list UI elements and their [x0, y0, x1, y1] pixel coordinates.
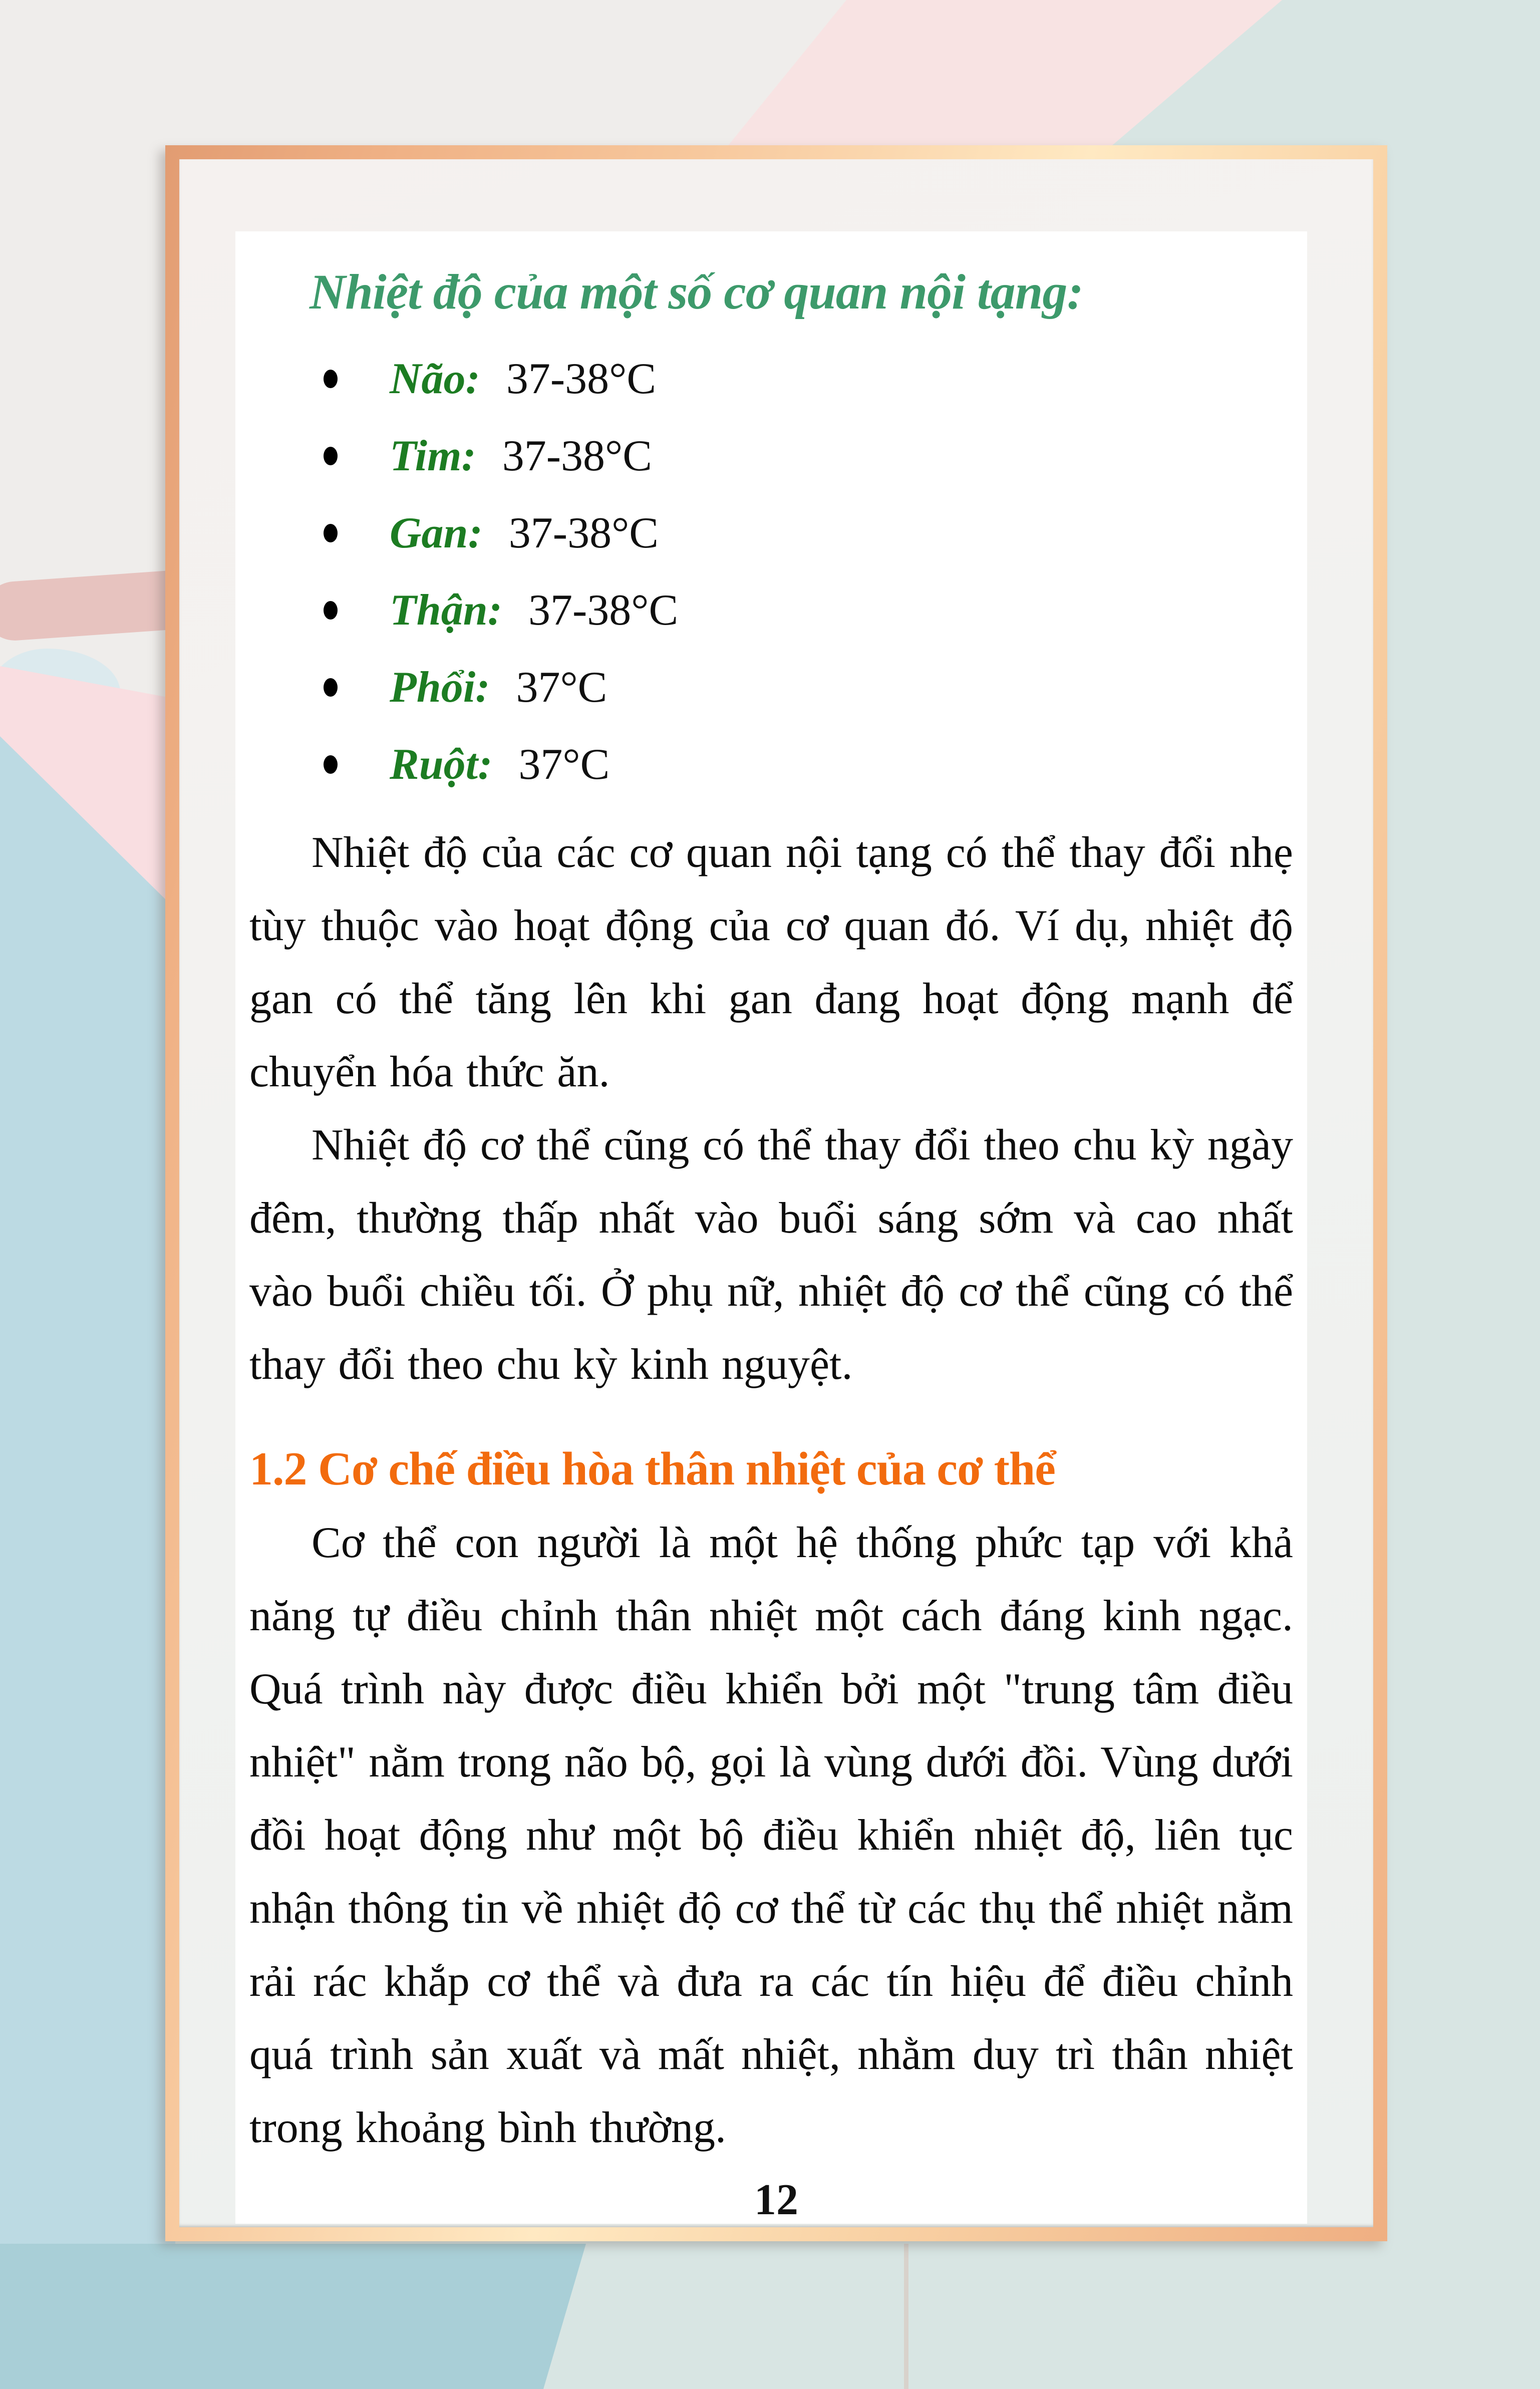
organ-name: Ruột:	[390, 740, 493, 789]
section-heading-1-2: 1.2 Cơ chế điều hòa thân nhiệt của cơ thể	[249, 1443, 1055, 1495]
bullet-dot-icon	[324, 601, 338, 620]
bullet-dot-icon	[324, 370, 338, 388]
background-blue-left-band	[0, 736, 175, 2389]
organ-name: Tim:	[390, 432, 476, 480]
organ-name: Não:	[390, 355, 480, 403]
bullet-dot-icon	[324, 755, 338, 774]
background-vertical-line	[904, 2244, 908, 2389]
list-item	[324, 418, 1293, 495]
bullet-dot-icon	[324, 524, 338, 542]
organ-name: Thận:	[390, 586, 502, 635]
list-item	[324, 572, 1293, 649]
list-item	[324, 649, 1293, 726]
organ-temperature-list	[324, 341, 1293, 803]
organ-temp: 37°C	[518, 740, 610, 789]
organ-temp: 37-38°C	[502, 432, 652, 480]
bullet-dot-icon	[324, 678, 338, 697]
page-frame	[165, 145, 1387, 2241]
organ-name: Gan:	[390, 509, 483, 557]
organ-list-title: Nhiệt độ của một số cơ quan nội tạng:	[310, 264, 1083, 320]
organ-name: Phổi:	[390, 663, 490, 712]
paragraph-daily-cycle: Nhiệt độ cơ thể cũng có thể thay đổi theo chu kỳ ngày đêm, thường thấp nhất vào buổi sáng sớm và cao nhất vào buổi chiều tối. Ở phụ nữ, nhiệt độ cơ thể cũng có thể thay đổi theo chu kỳ kinh nguyệt.	[249, 1121, 1293, 1389]
organ-temp: 37-38°C	[506, 355, 657, 403]
list-item	[324, 341, 1293, 418]
organ-temp: 37°C	[516, 663, 607, 712]
page-content	[235, 231, 1307, 2224]
page-number: 12	[754, 2176, 798, 2224]
list-item	[324, 495, 1293, 572]
background-teal-texture	[0, 2244, 586, 2389]
organ-temp: 37-38°C	[528, 586, 679, 635]
page	[179, 159, 1373, 2227]
paragraph-organ-variation: Nhiệt độ của các cơ quan nội tạng có thể thay đổi nhẹ tùy thuộc vào hoạt động của cơ quan đó. Ví dụ, nhiệt độ gan có thể tăng lên khi gan đang hoạt động mạnh để chuyển hóa thức ăn.	[249, 828, 1293, 1096]
bullet-dot-icon	[324, 447, 338, 465]
list-item	[324, 726, 1293, 803]
organ-temp: 37-38°C	[508, 509, 659, 557]
paragraph-thermoregulation: Cơ thể con người là một hệ thống phức tạp với khả năng tự điều chỉnh thân nhiệt một cách đáng kinh ngạc. Quá trình này được điều khiển bởi một "trung tâm điều nhiệt" nằm trong não bộ, gọi là vùng dưới đồi. Vùng dưới đồi hoạt động như một bộ điều khiển nhiệt độ, liên tục nhận thông tin về nhiệt độ cơ thể từ các thụ thể nhiệt nằm rải rác khắp cơ thể và đưa ra các tín hiệu để điều chỉnh quá trình sản xuất và mất nhiệt, nhằm duy trì thân nhiệt trong khoảng bình thường.	[249, 1519, 1293, 2152]
